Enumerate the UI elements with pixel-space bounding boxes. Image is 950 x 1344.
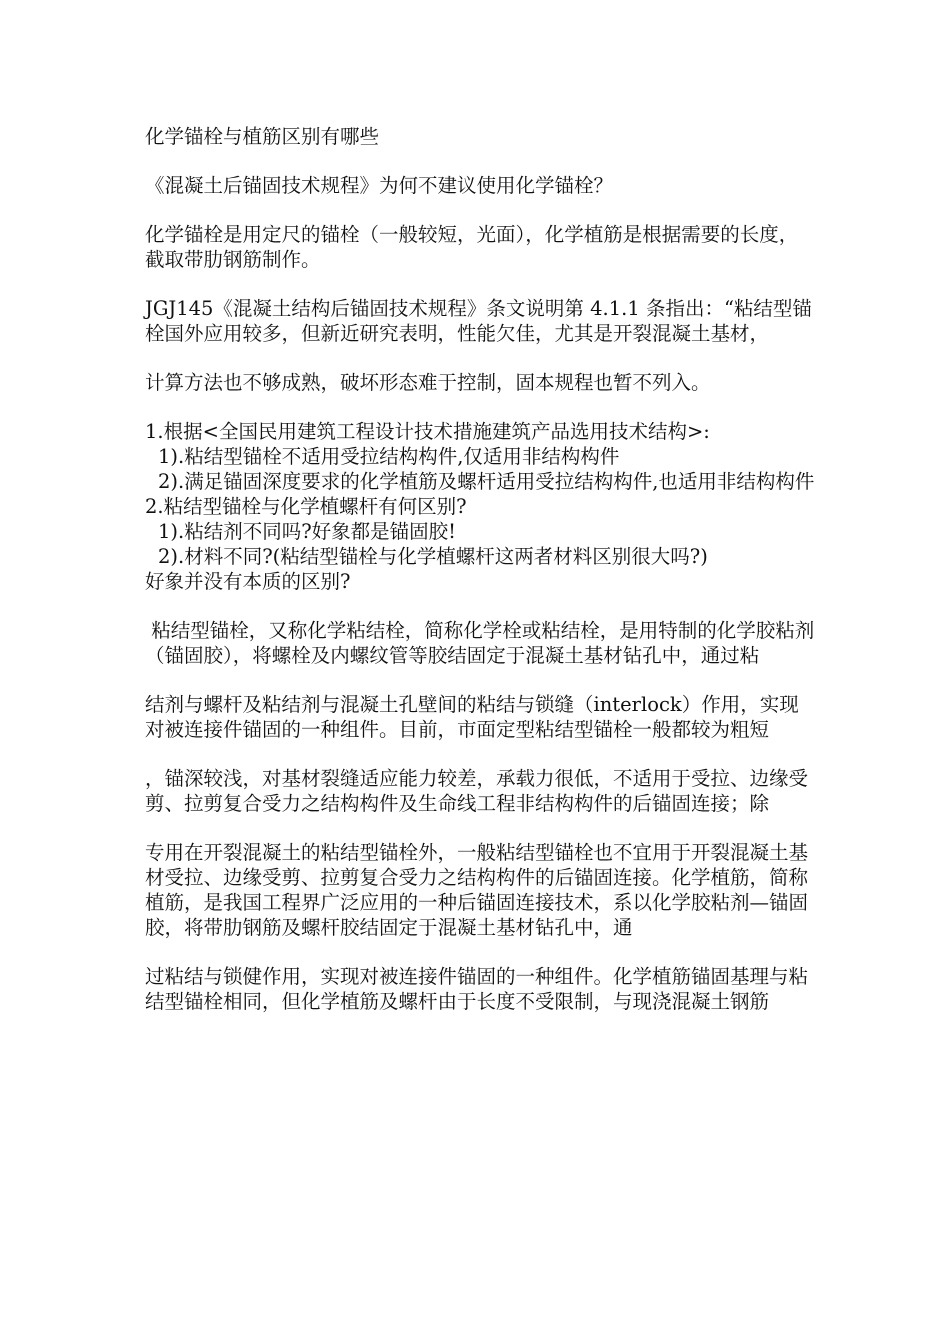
paragraph-7: 专用在开裂混凝土的粘结型锚栓外，一般粘结型锚栓也不宜用于开裂混凝土基材受拉、边缘受剪、拉剪复合受力之结构构件的后锚固连接。化学植筋，简称植筋，是我国工程界广泛应用的一种后锚固连接技术，系以化学胶粘剂—锚固胶，将带肋钢筋及螺杆胶结固定于混凝土基材钻孔中，通 — [145, 841, 809, 939]
document-title: 化学锚栓与植筋区别有哪些 — [145, 125, 380, 148]
list-item: 1.根据<全国民用建筑工程设计技术措施建筑产品选用技术结构>: — [145, 420, 710, 443]
list-subitem: 1).粘结剂不同吗?好象都是锚固胶! — [158, 520, 457, 543]
paragraph-1: 化学锚栓是用定尺的锚栓（一般较短，光面），化学植筋是根据需要的长度，截取带肋钢筋制作。 — [145, 223, 799, 271]
list-item: 好象并没有本质的区别? — [145, 570, 351, 593]
list-subitem: 1).粘结型锚栓不适用受拉结构构件,仅适用非结构构件 — [158, 445, 620, 468]
list-subitem: 2).满足锚固深度要求的化学植筋及螺杆适用受拉结构构件,也适用非结构构件 — [158, 470, 815, 493]
paragraph-6: ，锚深较浅，对基材裂缝适应能力较差，承载力很低，不适用于受拉、边缘受剪、拉剪复合受力之结构构件及生命线工程非结构构件的后锚固连接；除 — [145, 767, 809, 815]
list-subitem: 2).材料不同?(粘结型锚栓与化学植螺杆这两者材料区别很大吗?) — [158, 545, 708, 568]
question-heading: 《混凝土后锚固技术规程》为何不建议使用化学锚栓？ — [145, 174, 614, 197]
document-page — [145, 124, 817, 1014]
paragraph-8: 过粘结与锁健作用，实现对被连接件锚固的一种组件。化学植筋锚固基理与粘结型锚栓相同，但化学植筋及螺杆由于长度不受限制，与现浇混凝土钢筋 — [145, 965, 809, 1013]
numbered-list — [145, 419, 817, 594]
paragraph-5: 结剂与螺杆及粘结剂与混凝土孔壁间的粘结与锁缝（interlock）作用，实现对被连接件锚固的一种组件。目前，市面定型粘结型锚栓一般都较为粗短 — [145, 693, 799, 741]
list-item: 2.粘结型锚栓与化学植螺杆有何区别? — [145, 495, 467, 518]
paragraph-2: JGJ145《混凝土结构后锚固技术规程》条文说明第 4.1.1 条指出：“粘结型锚栓国外应用较多，但新近研究表明，性能欠佳，尤其是开裂混凝土基材， — [145, 297, 812, 345]
paragraph-4: 粘结型锚栓，又称化学粘结栓，简称化学栓或粘结栓，是用特制的化学胶粘剂（锚固胶），将螺栓及内螺纹管等胶结固定于混凝土基材钻孔中，通过粘 — [145, 619, 815, 667]
paragraph-3: 计算方法也不够成熟，破坏形态难于控制，固本规程也暂不列入。 — [145, 371, 711, 394]
